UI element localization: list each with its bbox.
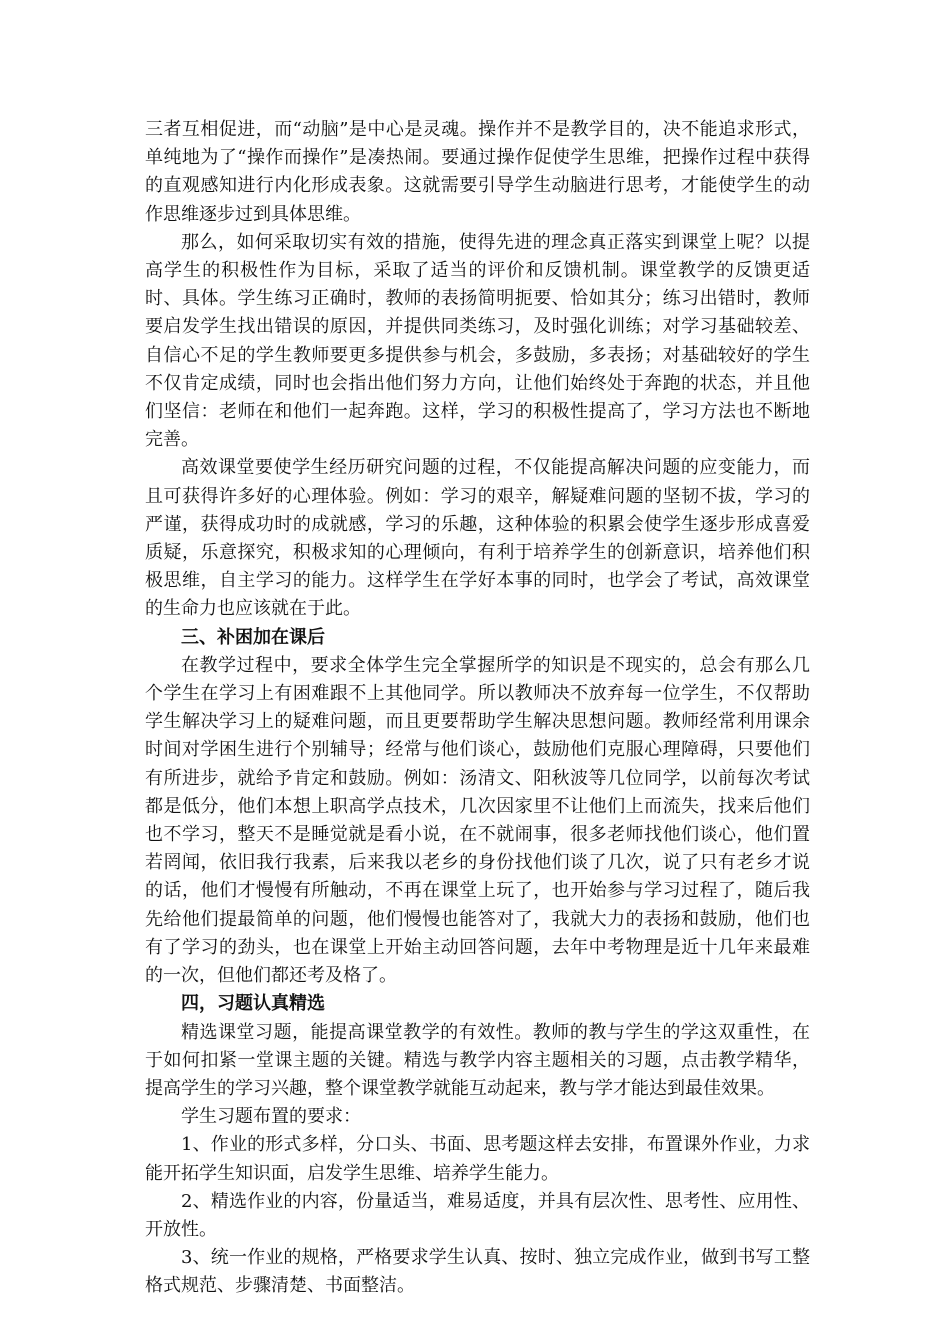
paragraph-continuation: 三者互相促进，而“动脑”是中心是灵魂。操作并不是教学目的，决不能追求形式，单纯地为了“操作而操作”是凑热闹。要通过操作促使学生思维，把操作过程中获得的直观感知进行内化形成表象。这就需要引导学生动脑进行思考，才能使学生的动作思维逐步过到具体思维。 bbox=[145, 119, 810, 225]
paragraph-efficient-class: 高效课堂要使学生经历研究问题的过程，不仅能提高解决问题的应变能力，而且可获得许多好的心理体验。例如：学习的艰辛，解疑难问题的坚韧不拔，学习的严谨，获得成功时的成就感，学习的乐趣，这种体验的积累会使学生逐步形成喜爱质疑，乐意探究，积极求知的心理倾向，有利于培养学生的创新意识，培养他们积极思维，自主学习的能力。这样学生在学好本事的同时，也学会了考试，高效课堂的生命力也应该就在于此。 bbox=[145, 457, 810, 620]
section-heading-3: 三、补困加在课后 bbox=[181, 626, 325, 648]
section-heading-4: 四，习题认真精选 bbox=[181, 993, 325, 1015]
paragraph-feedback: 那么，如何采取切实有效的措施，使得先进的理念真正落实到课堂上呢？以提高学生的积极性作为目标，采取了适当的评价和反馈机制。课堂教学的反馈更适时、具体。学生练习正确时，教师的表扬简明扼要、恰如其分；练习出错时，教师要启发学生找出错误的原因，并提供同类练习，及时强化训练；对学习基础较差、自信心不足的学生教师要更多提供参与机会，多鼓励，多表扬；对基础较好的学生不仅肯定成绩，同时也会指出他们努力方向，让他们始终处于奔跑的状态，并且他们坚信：老师在和他们一起奔跑。这样，学习的积极性提高了，学习方法也不断地完善。 bbox=[145, 231, 810, 451]
document-body bbox=[145, 116, 810, 1301]
list-item-3: 3、统一作业的规格，严格要求学生认真、按时、独立完成作业，做到书写工整格式规范、步骤清楚、书面整洁。 bbox=[145, 1247, 810, 1297]
list-item-1: 1、作业的形式多样，分口头、书面、思考题这样去安排，布置课外作业，力求能开拓学生知识面，启发学生思维、培养学生能力。 bbox=[145, 1134, 810, 1184]
paragraph-exercise-selection: 精选课堂习题，能提高课堂教学的有效性。教师的教与学生的学这双重性，在于如何扣紧一堂课主题的关键。精选与教学内容主题相关的习题，点击教学精华，提高学生的学习兴趣，整个课堂教学就能互动起来，教与学才能达到最佳效果。 bbox=[145, 1021, 810, 1099]
list-item-2: 2、精选作业的内容，份量适当，难易适度，并具有层次性、思考性、应用性、开放性。 bbox=[145, 1190, 810, 1240]
paragraph-requirements-intro: 学生习题布置的要求： bbox=[181, 1106, 361, 1128]
paragraph-tutoring: 在教学过程中，要求全体学生完全掌握所学的知识是不现实的，总会有那么几个学生在学习上有困难跟不上其他同学。所以教师决不放弃每一位学生，不仅帮助学生解决学习上的疑难问题，而且更要帮助学生解决思想问题。教师经常利用课余时间对学困生进行个别辅导；经常与他们谈心，鼓励他们克服心理障碍，只要他们有所进步，就给予肯定和鼓励。例如：汤清文、阳秋波等几位同学，以前每次考试都是低分，他们本想上职高学点技术，几次因家里不让他们上而流失，找来后他们也不学习，整天不是睡觉就是看小说，在不就闹事，很多老师找他们谈心，他们置若罔闻，依旧我行我素，后来我以老乡的身份找他们谈了几次，说了只有老乡才说的话，他们才慢慢有所触动，不再在课堂上玩了，也开始参与学习过程了，随后我先给他们提最简单的问题，他们慢慢也能答对了，我就大力的表扬和鼓励，他们也有了学习的劲头，也在课堂上开始主动回答问题，去年中考物理是近十几年来最难的一次，但他们都还考及格了。 bbox=[145, 654, 810, 987]
